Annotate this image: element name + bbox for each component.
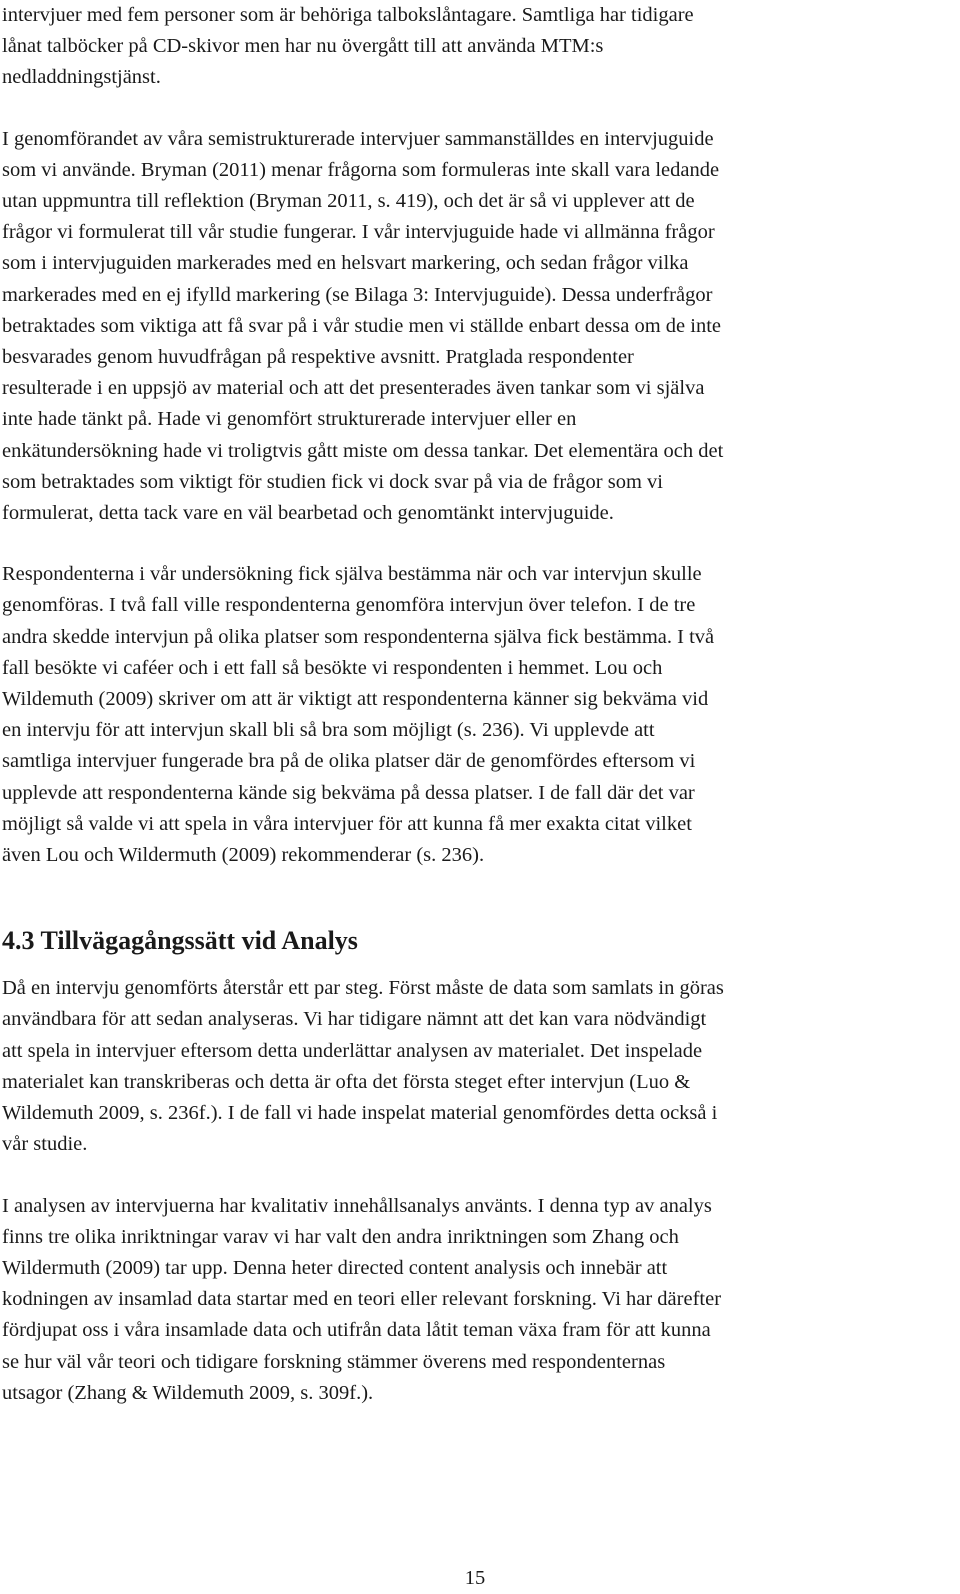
text-line: fall besökte vi caféer och i ett fall så besökte vi respondenten i hemmet. Lou och bbox=[2, 656, 663, 679]
text-line: intervjuer med fem personer som är behöriga talbokslåntagare. Samtliga har tidigare bbox=[2, 4, 694, 26]
text-line: Respondenterna i vår undersökning fick själva bestämma när och var intervjun skulle bbox=[2, 563, 702, 586]
text-line: Då en intervju genomförts återstår ett par steg. Först måste de data som samlats in göras bbox=[2, 977, 724, 1000]
text-line: materialet kan transkriberas och detta är ofta det första steget efter intervjun (Luo & bbox=[2, 1070, 691, 1093]
text-line: vår studie. bbox=[2, 1133, 88, 1156]
text-line: enkätundersökning hade vi troligtvis gått miste om dessa tankar. Det elementära och det bbox=[2, 439, 724, 462]
text-line: som betraktades som viktigt för studien fick vi dock svar på via de frågor som vi bbox=[2, 470, 663, 493]
text-line: I genomförandet av våra semistrukturerade intervjuer sammanställdes en intervjuguide bbox=[2, 127, 714, 150]
paragraph-spacer bbox=[2, 94, 944, 124]
section-heading: 4.3 Tillvägagångssätt vid Analys bbox=[2, 926, 358, 956]
text-line: betraktades som viktiga att få svar på i vår studie men vi ställde enbart dessa om de inte bbox=[2, 314, 721, 337]
text-line: samtliga intervjuer fungerade bra på de olika platser där de genomfördes eftersom vi bbox=[2, 750, 696, 773]
text-line: Wildemuth (2009) skriver om att är viktigt att respondenterna känner sig bekväma vid bbox=[2, 688, 709, 711]
text-line: användbara för att sedan analyseras. Vi har tidigare nämnt att det kan vara nödvändigt bbox=[2, 1008, 707, 1031]
text-line: formulerat, detta tack vare en väl bearbetad och genomtänkt intervjuguide. bbox=[2, 502, 614, 525]
text-line: utan uppmuntra till reflektion (Bryman 2011, s. 419), och det är så vi upplever att de bbox=[2, 190, 695, 213]
text-line: genomföras. I två fall ville respondenterna genomföra intervjun över telefon. I de tre bbox=[2, 594, 696, 617]
text-line: att spela in intervjuer eftersom detta underlättar analysen av materialet. Det inspelade bbox=[2, 1039, 703, 1062]
text-line: Wildemuth 2009, s. 236f.). I de fall vi hade inspelat material genomfördes detta också i bbox=[2, 1102, 718, 1125]
text-line: resulterade i en uppsjö av material och att det presenterades även tankar som vi själva bbox=[2, 377, 705, 400]
paragraph-spacer bbox=[2, 529, 944, 559]
text-line: kodningen av insamlad data startar med en teori eller relevant forskning. Vi har därefter bbox=[2, 1288, 722, 1311]
text-line: upplevde att respondenterna kände sig bekväma på dessa platser. I de fall där det var bbox=[2, 781, 695, 804]
text-line: besvarades genom huvudfrågan på respektive avsnitt. Pratglada respondenter bbox=[2, 346, 634, 369]
page-content bbox=[2, 0, 944, 1409]
paragraph-interview-guide bbox=[2, 124, 944, 530]
paragraph-spacer bbox=[2, 1161, 944, 1191]
text-line: se hur väl vår teori och tidigare forskning stämmer överens med respondenternas bbox=[2, 1350, 666, 1373]
text-line: fördjupat oss i våra insamlade data och utifrån data låtit teman växa fram för att kunna bbox=[2, 1319, 711, 1342]
text-line: markerades med en ej ifylld markering (se Bilaga 3: Intervjuguide). Dessa underfrågor bbox=[2, 283, 713, 306]
section-spacer bbox=[2, 871, 944, 921]
text-line: som vi använde. Bryman (2011) menar frågorna som formuleras inte skall vara ledande bbox=[2, 158, 720, 181]
page-number: 15 bbox=[464, 1567, 486, 1589]
text-line: andra skedde intervjun på olika platser som respondenterna själva fick bestämma. I två bbox=[2, 625, 715, 648]
text-line: utsagor (Zhang & Wildemuth 2009, s. 309f.). bbox=[2, 1381, 374, 1404]
text-line: Wildermuth (2009) tar upp. Denna heter directed content analysis och innebär att bbox=[2, 1256, 668, 1279]
text-line: nedladdningstjänst. bbox=[2, 66, 161, 89]
heading-spacer bbox=[2, 961, 944, 973]
text-line: frågor vi formulerat till vår studie fungerar. I vår intervjuguide hade vi allmänna frågor bbox=[2, 221, 715, 244]
text-line: I analysen av intervjuerna har kvalitativ innehållsanalys använts. I denna typ av analys bbox=[2, 1194, 712, 1217]
paragraph-participants bbox=[2, 0, 944, 94]
text-line: en intervju för att intervjun skall bli så bra som möjligt (s. 236). Vi upplevde att bbox=[2, 719, 655, 742]
paragraph-analysis-steps bbox=[2, 973, 944, 1160]
text-line: möjligt så valde vi att spela in våra intervjuer för att kunna få mer exakta citat vilket bbox=[2, 812, 692, 835]
paragraph-interview-locations bbox=[2, 559, 944, 871]
text-line: finns tre olika inriktningar varav vi har valt den andra inriktningen som Zhang och bbox=[2, 1225, 679, 1248]
text-line: även Lou och Wildermuth (2009) rekommenderar (s. 236). bbox=[2, 844, 485, 867]
text-line: lånat talböcker på CD-skivor men har nu övergått till att använda MTM:s bbox=[2, 35, 604, 58]
text-line: som i intervjuguiden markerades med en helsvart markering, och sedan frågor vilka bbox=[2, 252, 689, 275]
paragraph-content-analysis bbox=[2, 1191, 944, 1409]
text-line: inte hade tänkt på. Hade vi genomfört strukturerade intervjuer eller en bbox=[2, 408, 577, 431]
